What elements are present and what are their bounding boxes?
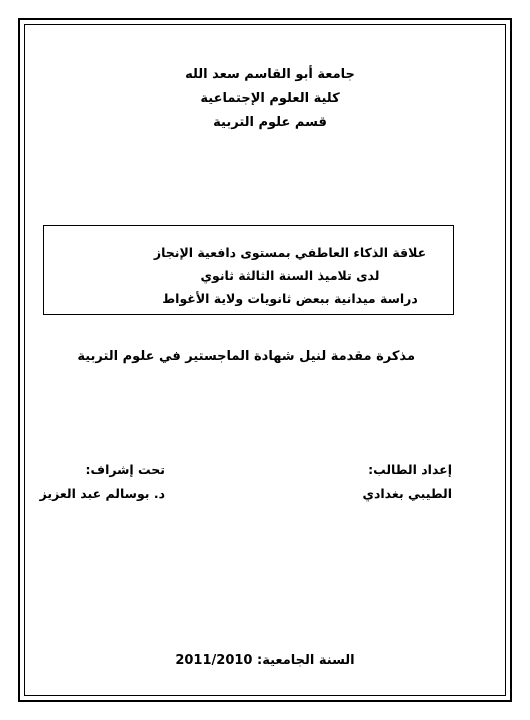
department-name: قسم علوم التربية	[213, 115, 327, 130]
thesis-title-line-3: دراسة ميدانية ببعض ثانويات ولاية الأغواط	[162, 291, 418, 306]
academic-year: السنة الجامعية: 2011/2010	[175, 653, 355, 668]
student-name: الطيبي بغدادي	[362, 486, 452, 501]
supervisor-label: تحت إشراف:	[85, 462, 165, 477]
thesis-title-line-1: علاقة الذكاء العاطفي بمستوى دافعية الإنجاز	[153, 245, 427, 260]
student-label: إعداد الطالب:	[368, 462, 452, 477]
supervisor-name: د. بوسالم عبد العزيز	[39, 486, 165, 501]
university-name: جامعة أبو القاسم سعد الله	[185, 67, 355, 82]
thesis-title-line-2: لدى تلاميذ السنة الثالثة ثانوي	[200, 268, 380, 283]
thesis-statement: مذكرة مقدمة لنيل شهادة الماجستير في علوم التربية	[77, 349, 415, 364]
faculty-name: كلية العلوم الإجتماعية	[200, 91, 340, 106]
